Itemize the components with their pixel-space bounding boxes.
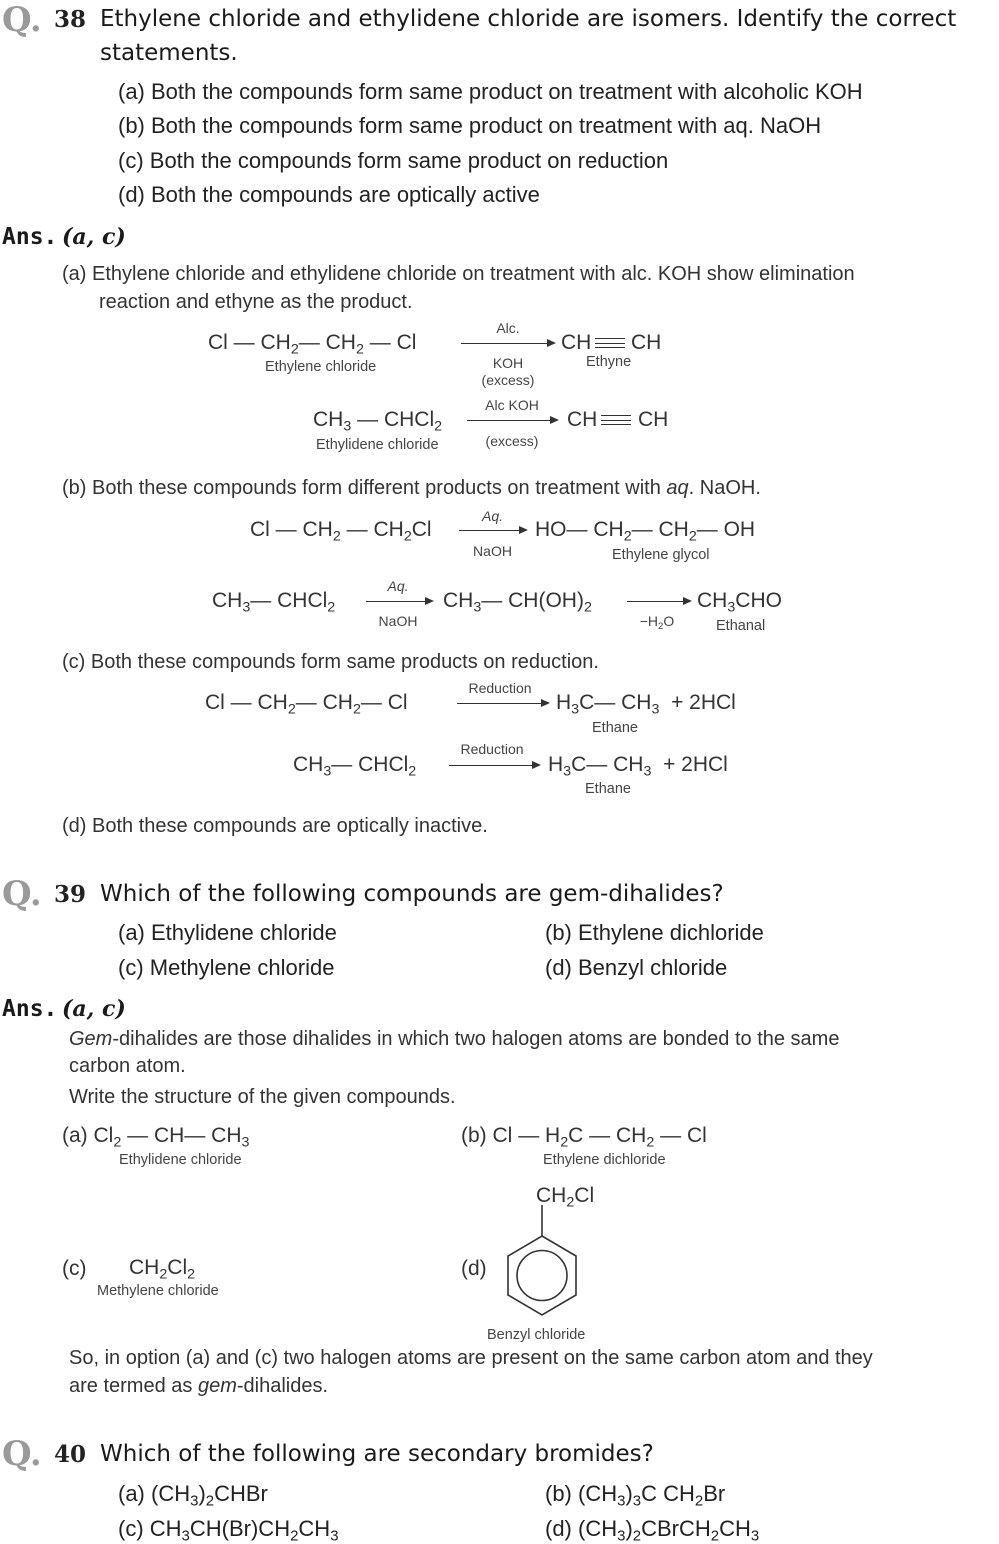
question-mark-39: Q. bbox=[2, 874, 42, 914]
equation-2-product-ch-b: CH bbox=[638, 408, 669, 431]
equation-6-reactant: $CH_3—$ CHCl$_2$ bbox=[293, 753, 417, 780]
option-39-c: (c) Methylene chloride bbox=[118, 955, 335, 980]
equation-4-arrow-1 bbox=[366, 601, 432, 602]
option-38-c: (c) Both the compounds form same product on reduction bbox=[118, 148, 669, 173]
equation-1-arrow bbox=[461, 343, 554, 344]
equation-1-product-label: Ethyne bbox=[586, 354, 632, 370]
option-39-b: (b) Ethylene dichloride bbox=[545, 920, 764, 945]
answer-value-39: (a, c) bbox=[62, 996, 126, 1022]
question-text-38-line2: statements. bbox=[100, 40, 238, 66]
equation-1-condition-below1: KOH bbox=[492, 355, 524, 371]
answer-value-38: (a, c) bbox=[62, 224, 126, 250]
answer-label-39: Ans. bbox=[2, 996, 58, 1022]
equation-6-product: $H_3C—$ $CH_3 + 2HCl$ bbox=[548, 753, 728, 780]
equation-1-condition-above: Alc. bbox=[496, 320, 520, 336]
equation-2-reactant: $CH_3$ — CHCl$_2$ bbox=[313, 408, 443, 435]
equation-1-product-ch-b: CH bbox=[631, 331, 662, 354]
triple-bond bbox=[601, 415, 631, 425]
structure-d-substituent: $CH_2Cl$ bbox=[536, 1184, 595, 1211]
equation-1-condition-below2: (excess) bbox=[481, 372, 535, 388]
conclusion-39-line1: So, in option (a) and (c) two halogen atoms are present on the same carbon atom and they bbox=[69, 1347, 873, 1369]
benzene-ring-icon bbox=[495, 1205, 590, 1330]
option-40-c: (c) $CH_3CH(Br)CH_2CH_3$ bbox=[118, 1516, 339, 1544]
equation-5-arrow bbox=[457, 703, 548, 704]
equation-2-product-ch-a: CH bbox=[567, 408, 598, 431]
explanation-38-d: (d) Both these compounds are optically inactive. bbox=[62, 815, 488, 837]
question-mark-38: Q. bbox=[2, 0, 42, 40]
equation-4-condition-below2: $-H_2O$ bbox=[639, 613, 675, 632]
option-39-a: (a) Ethylidene chloride bbox=[118, 920, 337, 945]
conclusion-39-line2: are termed as gem-dihalides. bbox=[69, 1375, 329, 1397]
explanation-39-p2: Write the structure of the given compounds. bbox=[69, 1086, 456, 1108]
question-text-40: Which of the following are secondary bromides? bbox=[100, 1441, 654, 1467]
equation-6-condition-above: Reduction bbox=[460, 741, 524, 757]
option-39-d: (d) Benzyl chloride bbox=[545, 955, 728, 980]
equation-3-product: HO— $CH_2—$ $CH_2—$ OH bbox=[535, 518, 756, 545]
option-40-a: (a) $(CH_3)_2CHBr$ bbox=[118, 1481, 268, 1510]
question-number-39: 39 bbox=[54, 881, 87, 908]
structure-c-name: Methylene chloride bbox=[97, 1283, 219, 1299]
option-38-b: (b) Both the compounds form same product on treatment with aq. NaOH bbox=[118, 113, 822, 138]
explanation-38-b: (b) Both these compounds form different products on treatment with aq. NaOH. bbox=[62, 477, 761, 499]
equation-4-condition-above: Aq. bbox=[387, 578, 409, 594]
explanation-38-a-line1: (a) Ethylene chloride and ethylidene chloride on treatment with alc. KOH show elimination bbox=[62, 263, 855, 285]
triple-bond bbox=[595, 338, 625, 348]
equation-4-reactant: $CH_3—$ CHCl$_2$ bbox=[212, 589, 336, 616]
equation-3-arrow bbox=[459, 530, 526, 531]
equation-2-arrow bbox=[467, 420, 557, 421]
equation-5-reactant: Cl — $CH_2—$ $CH_2—$ Cl bbox=[205, 691, 408, 718]
explanation-39-p1-line1: Gem-dihalides are those dihalides in which two halogen atoms are bonded to the same bbox=[69, 1028, 840, 1050]
equation-4-product: $CH_3CHO$ bbox=[697, 589, 782, 616]
equation-3-condition-below: NaOH bbox=[473, 543, 512, 559]
question-number-38: 38 bbox=[54, 6, 87, 33]
structure-a-name: Ethylidene chloride bbox=[119, 1152, 242, 1168]
structure-b: (b) Cl — $H_2C$ — $CH_2$ — Cl bbox=[461, 1124, 707, 1151]
equation-5-product: $H_3C—$ $CH_3 + 2HCl$ bbox=[556, 691, 736, 718]
option-38-a: (a) Both the compounds form same product on treatment with alcoholic KOH bbox=[118, 79, 863, 104]
question-text-38-line1: Ethylene chloride and ethylidene chloride are isomers. Identify the correct bbox=[100, 6, 957, 32]
answer-label-38: Ans. bbox=[2, 224, 58, 250]
equation-3-product-label: Ethylene glycol bbox=[612, 547, 710, 563]
structure-d-label: (d) bbox=[461, 1257, 487, 1280]
equation-3-reactant: Cl — $CH_2$ — $CH_2Cl$ bbox=[250, 518, 432, 545]
equation-6-product-label: Ethane bbox=[585, 781, 631, 797]
equation-4-arrow-2 bbox=[627, 601, 690, 602]
equation-1-reactant-label: Ethylene chloride bbox=[265, 359, 377, 375]
structure-d-name: Benzyl chloride bbox=[487, 1327, 586, 1343]
equation-2-condition-below: (excess) bbox=[485, 433, 539, 449]
option-40-d: (d) $(CH_3)_2CBrCH_2CH_3$ bbox=[545, 1516, 760, 1544]
equation-1-product-ch-a: CH bbox=[561, 331, 592, 354]
structure-c-label: (c) bbox=[62, 1257, 87, 1280]
equation-4-condition-below: NaOH bbox=[378, 613, 418, 629]
equation-3-condition-above: Aq. bbox=[481, 508, 503, 524]
question-number-40: 40 bbox=[54, 1441, 87, 1468]
structure-b-name: Ethylene dichloride bbox=[543, 1152, 666, 1168]
explanation-39-p1-line2: carbon atom. bbox=[69, 1055, 186, 1077]
equation-2-reactant-label: Ethylidene chloride bbox=[316, 437, 439, 453]
structure-a: (a) $Cl_2$ — CH— $CH_3$ bbox=[62, 1124, 250, 1151]
equation-2-condition-above: Alc KOH bbox=[485, 397, 539, 413]
equation-5-condition-above: Reduction bbox=[468, 680, 532, 696]
equation-1-reactant: Cl — $CH_2—$ $CH_2$ — Cl bbox=[208, 331, 417, 358]
equation-4-intermediate: $CH_3—$ $CH(OH)_2$ bbox=[443, 589, 592, 616]
option-40-b: (b) $(CH_3)_3C$ $CH_2Br$ bbox=[545, 1481, 726, 1510]
equation-4-product-label: Ethanal bbox=[716, 618, 766, 634]
question-text-39: Which of the following compounds are gem-dihalides? bbox=[100, 881, 724, 907]
question-mark-40: Q. bbox=[2, 1434, 42, 1474]
option-38-d: (d) Both the compounds are optically active bbox=[118, 182, 540, 207]
structure-c-formula: $CH_2Cl_2$ bbox=[129, 1256, 196, 1283]
explanation-38-a-line2: reaction and ethyne as the product. bbox=[99, 291, 413, 313]
equation-5-product-label: Ethane bbox=[592, 720, 638, 736]
explanation-38-c: (c) Both these compounds form same products on reduction. bbox=[62, 651, 599, 673]
equation-6-arrow bbox=[449, 765, 539, 766]
